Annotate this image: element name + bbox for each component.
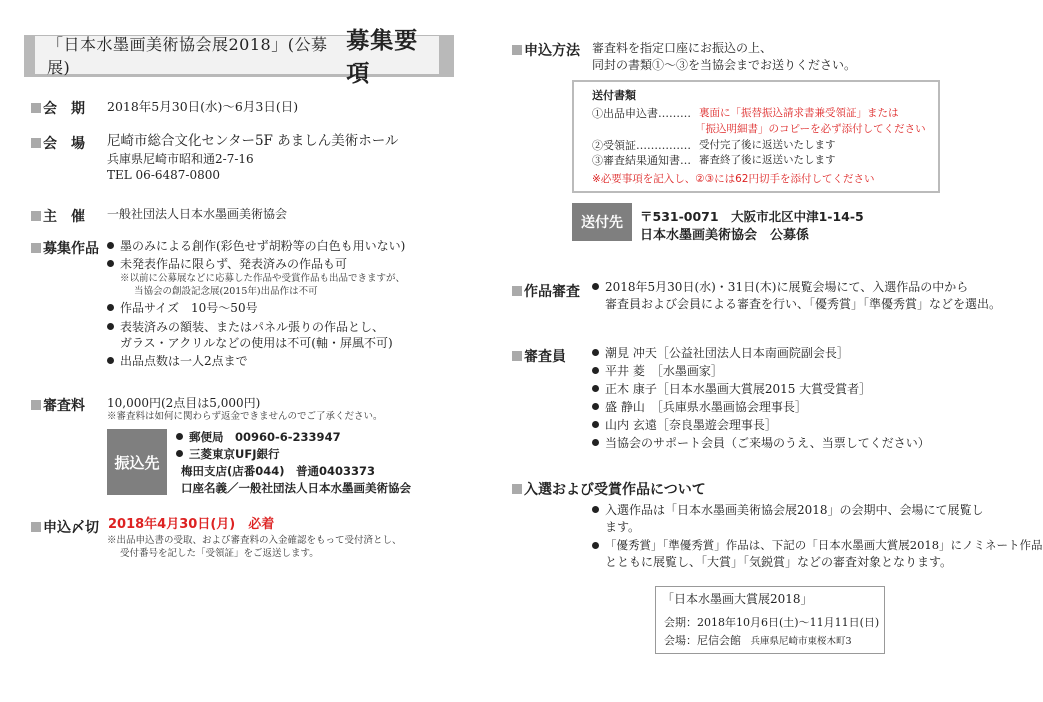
bank-tag: 振込先 <box>107 429 167 495</box>
venue-name: 尼崎市総合文化センター5F あましん美術ホール <box>107 133 399 149</box>
bank-line-bank: 三菱東京UFJ銀行 <box>176 447 279 462</box>
works-note-1: ※以前に公募展などに応募した作品や受賞作品も出品できますが、 <box>120 273 406 284</box>
square-bullet-icon <box>31 211 41 221</box>
square-bullet-icon <box>31 400 41 410</box>
bullet-icon <box>592 439 599 446</box>
send-name: 日本水墨画美術協会 公募係 <box>640 228 810 243</box>
organizer-header: 主 催 <box>31 206 85 226</box>
grand-prize-venue-address: 兵庫県尼崎市東桜木町3 <box>750 636 852 647</box>
square-bullet-icon <box>31 243 41 253</box>
bullet-icon <box>107 242 114 249</box>
judge-3: 正木 康子［日本水墨画大賞展2015 大賞受賞者］ <box>592 382 871 397</box>
organizer-value: 一般社団法人日本水墨画美術協会 <box>107 207 288 221</box>
bullet-icon <box>107 260 114 267</box>
deadline-note-1: ※出品申込書の受取、および審査料の入金確認をもって受付済とし、 <box>107 535 402 546</box>
works-item-3: 作品サイズ 10号～50号 <box>107 301 258 316</box>
grand-prize-venue-label: 会場：尼信会館 <box>664 634 741 647</box>
bullet-icon <box>176 450 183 457</box>
grand-prize-period: 会期：2018年10月6日(土)～11月11日(日) <box>664 616 880 629</box>
bullet-icon <box>592 421 599 428</box>
bullet-icon <box>107 323 114 330</box>
works-item-2: 未発表作品に限らず、発表済みの作品も可 <box>107 257 347 272</box>
square-bullet-icon <box>512 351 522 361</box>
period-value: 2018年5月30日(水)～6月3日(日) <box>107 99 299 114</box>
awards-header: 入選および受賞作品について <box>512 479 706 499</box>
documents-title: 送付書類 <box>592 89 636 102</box>
works-item-4-cont: ガラス・アクリルなどの使用は不可(軸・屏風不可) <box>120 336 393 350</box>
page-title <box>35 27 439 87</box>
square-bullet-icon <box>31 103 41 113</box>
bullet-icon <box>592 506 599 513</box>
period-header: 会 期 <box>31 98 85 118</box>
square-bullet-icon <box>512 45 522 55</box>
bullet-icon <box>592 542 599 549</box>
venue-tel: TEL 06-6487-0800 <box>107 168 221 182</box>
fee-note: ※審査料は如何に関わらず返金できませんのでご了承ください。 <box>107 411 383 422</box>
works-item-1: 墨のみによる創作(彩色せず胡粉等の白色も用いない) <box>107 239 405 254</box>
bullet-icon <box>107 304 114 311</box>
square-bullet-icon <box>512 286 522 296</box>
judge-4: 盛 静山 ［兵庫県水墨画協会理事長］ <box>592 400 807 415</box>
judge-5: 山内 玄遠［奈良墨遊会理事長］ <box>592 418 777 433</box>
doc-2-label: ②受領証…………… <box>592 139 691 152</box>
documents-note: ※必要事項を記入し、②③には62円切手を添付してください <box>592 173 875 185</box>
send-address: 〒531-0071 大阪市北区中津1-14-5 <box>640 209 864 224</box>
works-note-2: 当協会の創設記念展(2015年)出品作は不可 <box>134 286 318 297</box>
bullet-icon <box>592 403 599 410</box>
title-exhibition: 「日本水墨画美術協会展2018」(公募展) <box>47 35 328 77</box>
bullet-icon <box>592 283 599 290</box>
doc-1-label: ①出品申込書……… <box>592 107 691 120</box>
judges-header: 審査員 <box>512 346 566 366</box>
fee-value: 10,000円(2点目は5,000円) <box>107 396 261 410</box>
awards-item-1: 入選作品は「日本水墨画美術協会展2018」の会期中、会場にて展覧し <box>592 503 984 518</box>
deadline-note-2: 受付番号を記した「受領証」をご返送します。 <box>120 548 319 559</box>
awards-item-1-cont: ます。 <box>605 520 641 534</box>
works-item-4: 表装済みの額装、またはパネル張りの作品とし、 <box>107 320 384 335</box>
judge-6: 当協会のサポート会員（ご来場のうえ、当票してください） <box>592 436 930 451</box>
method-header: 申込方法 <box>512 40 580 60</box>
title-guidelines: 募集要項 <box>346 27 419 87</box>
bank-line-branch: 梅田支店(店番044) 普通0403373 <box>181 464 376 478</box>
works-header: 募集作品 <box>31 238 99 258</box>
square-bullet-icon <box>512 484 522 494</box>
grand-prize-venue <box>664 633 852 649</box>
venue-address: 兵庫県尼崎市昭和通2-7-16 <box>107 152 254 166</box>
bullet-icon <box>107 357 114 364</box>
deadline-header: 申込〆切 <box>31 517 99 537</box>
fee-header: 審査料 <box>31 395 85 415</box>
judge-2: 平井 菱 ［水墨画家］ <box>592 364 723 379</box>
doc-1-text-1: 裏面に「振替振込請求書兼受領証」または <box>699 107 899 119</box>
bullet-icon <box>592 367 599 374</box>
send-tag: 送付先 <box>572 203 632 241</box>
works-item-5: 出品点数は一人2点まで <box>107 354 248 369</box>
square-bullet-icon <box>31 522 41 532</box>
doc-3-label: ③審査結果通知書… <box>592 154 691 167</box>
bullet-icon <box>176 433 183 440</box>
method-line-2: 同封の書類①～③を当協会までお送りください。 <box>592 58 857 72</box>
bank-line-holder: 口座名義／一般社団法人日本水墨画美術協会 <box>181 481 411 495</box>
awards-item-2: 「優秀賞」「準優秀賞」作品は、下記の「日本水墨画大賞展2018」にノミネート作品 <box>592 538 1043 553</box>
judge-1: 潮見 冲天［公益社団法人日本南画院副会長］ <box>592 346 849 361</box>
deadline-value: 2018年4月30日(月) 必着 <box>108 517 275 532</box>
bullet-icon <box>592 349 599 356</box>
grand-prize-title: 「日本水墨画大賞展2018」 <box>662 592 813 606</box>
judging-header: 作品審査 <box>512 281 580 301</box>
doc-1-text-2: 「振込明細書」のコピーを必ず添付してください <box>695 123 926 135</box>
bank-line-postal: 郵便局 00960-6-233947 <box>176 430 341 445</box>
awards-item-2-cont: とともに展覧し、「大賞」「気鋭賞」などの審査対象となります。 <box>605 555 953 569</box>
method-line-1: 審査料を指定口座にお振込の上、 <box>592 41 773 55</box>
venue-header: 会 場 <box>31 133 85 153</box>
bullet-icon <box>592 385 599 392</box>
judging-line-2: 審査員および会員による審査を行い、「優秀賞」「準優秀賞」などを選出。 <box>605 297 1002 311</box>
doc-2-text: 受付完了後に返送いたします <box>699 139 836 151</box>
judging-line-1: 2018年5月30日(水)・31日(木)に展覧会場にて、入選作品の中から <box>592 280 968 295</box>
square-bullet-icon <box>31 138 41 148</box>
doc-3-text: 審査終了後に返送いたします <box>699 154 836 166</box>
